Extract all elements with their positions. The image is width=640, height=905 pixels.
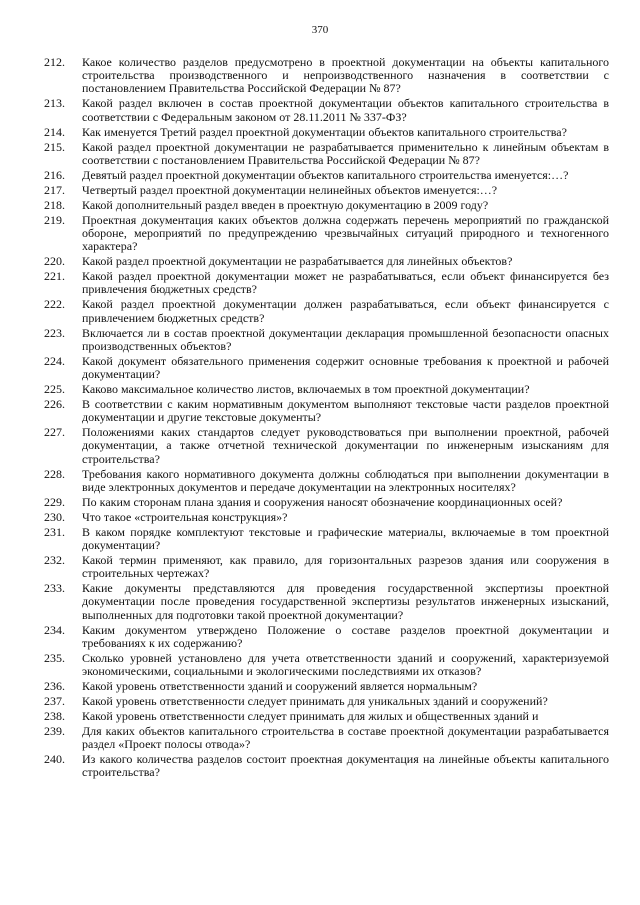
question-item (44, 695, 609, 708)
question-text: Какой раздел проектной документации не разрабатывается для линейных объектов? (82, 254, 513, 269)
question-text: Какой раздел проектной документации должен разрабатываться, если объект финансируется с привлечением бюджетных средств? (82, 297, 609, 325)
question-text: Требования какого нормативного документа должны соблюдаться при выполнении документации в виде электронных документов и передаче документации на электронных носителях? (82, 466, 609, 494)
question-item (44, 426, 609, 466)
question-text: В каком порядке комплектуют текстовые и графические материалы, включаемые в том проектной документации? (82, 524, 609, 553)
question-number: 229. (44, 494, 65, 509)
question-item (44, 582, 609, 622)
question-number: 212. (44, 55, 65, 69)
question-item (44, 126, 609, 139)
question-item (44, 169, 609, 182)
question-item (44, 526, 609, 552)
question-item (44, 652, 609, 678)
question-number: 238. (44, 709, 65, 724)
question-number: 232. (44, 553, 65, 568)
question-text: Какое количество разделов предусмотрено в проектной документации на объекты капитального строительства производственного и непроизводственного назначения в соответствии с постановлением Правительства Российской Федерации № 87? (82, 55, 609, 96)
question-text: Положениями каких стандартов следует руководствоваться при выполнении проектной, рабочей документации, а также отчетной технической документации по инженерным изысканиям для строительства? (82, 425, 609, 466)
question-number: 235. (44, 650, 65, 665)
question-number: 224. (44, 353, 65, 368)
question-number: 220. (44, 254, 65, 269)
question-number: 233. (44, 581, 65, 596)
question-text: Какой раздел проектной документации может не разрабатываться, если объект финансируется без привлечения бюджетных средств? (82, 269, 609, 297)
question-item (44, 496, 609, 509)
question-item (44, 624, 609, 650)
question-number: 227. (44, 425, 65, 440)
question-text: Как именуется Третий раздел проектной документации объектов капитального строительства? (82, 124, 567, 139)
question-item (44, 398, 609, 424)
question-item (44, 554, 609, 580)
question-item (44, 383, 609, 396)
question-item (44, 270, 609, 296)
question-text: Какой термин применяют, как правило, для горизонтальных разрезов здания или сооружения в строительных чертежах? (82, 553, 609, 581)
question-item (44, 184, 609, 197)
question-text: Девятый раздел проектной документации объектов капитального строительства именуется:…? (82, 167, 569, 182)
question-text: Что такое «строительная конструкция»? (82, 509, 288, 524)
question-text: Каково максимальное количество листов, включаемых в том проектной документации? (82, 382, 530, 397)
question-number: 219. (44, 212, 65, 227)
question-text: Какой раздел проектной документации не разрабатывается применительно к линейным объектам в соответствии с постановлением Правительства Российской Федерации № 87? (82, 139, 609, 167)
question-item (44, 97, 609, 123)
question-number: 213. (44, 96, 65, 111)
question-text: Какой уровень ответственности зданий и сооружений является нормальным? (82, 679, 478, 694)
question-text: Сколько уровней установлено для учета ответственности зданий и сооружений, характеризуемой экономическими, социальными и экологическими последствиями их отказов? (82, 650, 609, 679)
question-text: Какой уровень ответственности следует принимать для жилых и общественных зданий и (82, 709, 539, 724)
question-text: Включается ли в состав проектной документации декларация промышленной безопасности опасных производственных объектов? (82, 325, 609, 353)
question-number: 237. (44, 694, 65, 709)
question-text: Из какого количества разделов состоит проектная документация на линейные объекты капитального строительства? (82, 752, 609, 780)
question-item (44, 298, 609, 324)
question-item (44, 680, 609, 693)
question-item (44, 327, 609, 353)
question-number: 234. (44, 622, 65, 637)
question-number: 236. (44, 679, 65, 694)
question-number: 221. (44, 269, 65, 284)
question-text: Какой уровень ответственности следует принимать для уникальных зданий и сооружений? (82, 694, 548, 709)
question-number: 218. (44, 197, 65, 212)
question-number: 240. (44, 752, 65, 767)
question-text: Какой документ обязательного применения содержит основные требования к проектной и рабочей документации? (82, 353, 609, 382)
question-item (44, 141, 609, 167)
question-text: По каким сторонам плана здания и сооружения наносят обозначение координационных осей? (82, 494, 563, 509)
question-list (44, 56, 609, 781)
question-item (44, 56, 609, 96)
question-number: 215. (44, 139, 65, 154)
question-number: 230. (44, 509, 65, 524)
question-item (44, 710, 609, 723)
question-number: 216. (44, 167, 65, 182)
question-text: Какой раздел включен в состав проектной документации объектов капитального строительства в соответствии с Федеральным законом от 28.11.2011 № 337-ФЗ? (82, 96, 609, 124)
question-number: 223. (44, 325, 65, 340)
question-item (44, 355, 609, 381)
question-text: В соответствии с каким нормативным документом выполняют текстовые части разделов проектной документации и другие текстовые документы? (82, 397, 609, 425)
question-text: Какие документы представляются для проведения государственной экспертизы проектной документации после проведения государственной экспертизы результатов инженерных изысканий, выполненных для подготовки такой проектной документации? (82, 581, 609, 622)
question-number: 231. (44, 524, 65, 539)
question-item (44, 753, 609, 779)
question-number: 228. (44, 466, 65, 481)
question-text: Каким документом утверждено Положение о составе разделов проектной документации и требованиях к их содержанию? (82, 622, 609, 650)
question-number: 226. (44, 397, 65, 412)
question-number: 225. (44, 382, 65, 397)
question-item (44, 255, 609, 268)
question-item (44, 511, 609, 524)
question-text: Четвертый раздел проектной документации нелинейных объектов именуется:…? (82, 182, 498, 197)
question-text: Какой дополнительный раздел введен в проектную документацию в 2009 году? (82, 197, 489, 212)
question-item (44, 725, 609, 751)
question-item (44, 199, 609, 212)
question-item (44, 214, 609, 254)
question-item (44, 468, 609, 494)
page-number: 370 (311, 24, 329, 36)
question-number: 239. (44, 724, 65, 739)
question-number: 222. (44, 297, 65, 312)
question-number: 214. (44, 124, 65, 139)
question-number: 217. (44, 182, 65, 197)
question-text: Проектная документация каких объектов должна содержать перечень мероприятий по гражданской обороне, мероприятий по предупреждению чрезвычайных ситуаций природного и техногенного характера? (82, 212, 609, 254)
question-text: Для каких объектов капитального строительства в составе проектной документации разрабатывается раздел «Проект полосы отвода»? (82, 724, 609, 752)
